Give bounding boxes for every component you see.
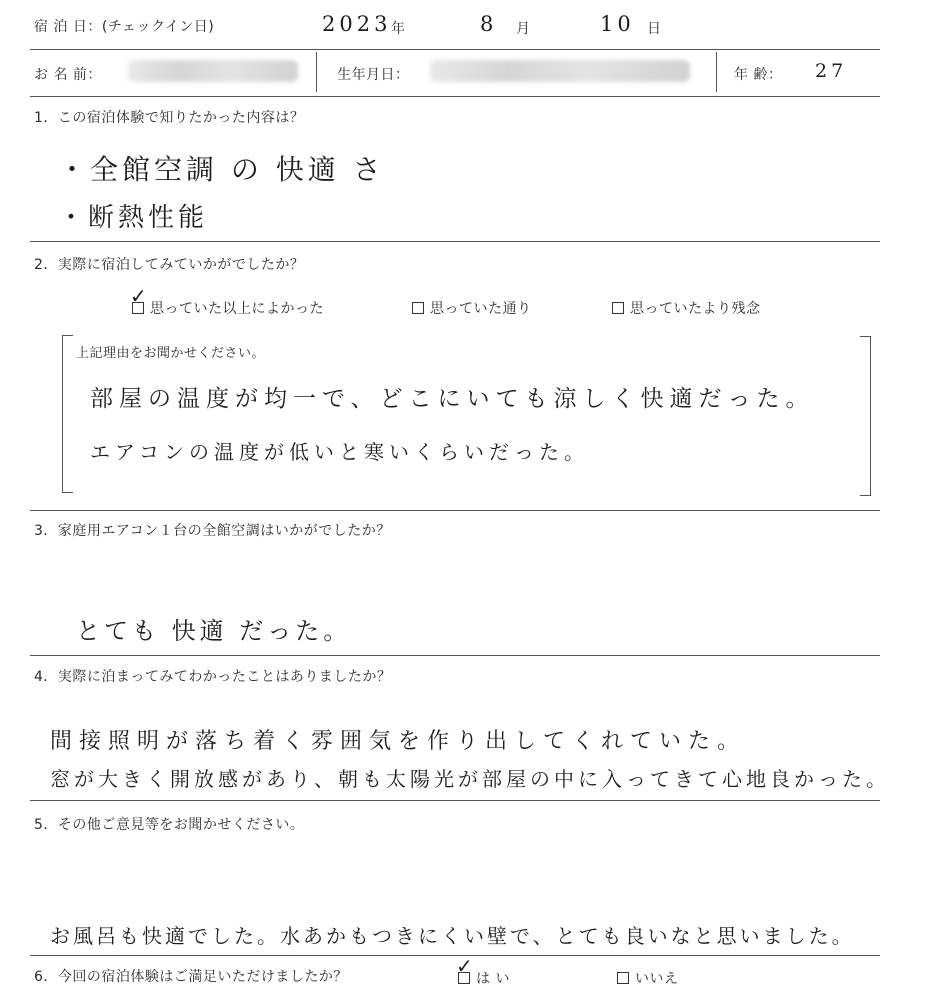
q6-option-yes-label: は い [476, 971, 510, 987]
q2-option-better[interactable] [132, 298, 324, 318]
reason-box-left-bracket [62, 335, 73, 493]
q2-reason-label: 上記理由をお聞かせください。 [76, 346, 266, 361]
divider [30, 96, 880, 97]
q6-option-no[interactable] [617, 968, 679, 988]
q5-question: 5．その他ご意見等をお聞かせください。 [34, 817, 305, 833]
age-value: 27 [815, 60, 848, 82]
year-unit: 年 [391, 21, 406, 37]
divider [30, 655, 880, 656]
q5-answer: お風呂も快適でした。水あかもつきにくい壁で、とても良いなと思いました。 [50, 924, 855, 948]
q2-reason-line-2: エアコンの温度が低いと寒いくらいだった。 [90, 440, 589, 464]
birthdate-label: 生年月日： [337, 67, 410, 83]
name-label: お 名 前： [34, 67, 102, 83]
q1-answer-1: ・全館空調 の 快適 さ [58, 153, 385, 186]
q2-option-worse[interactable] [612, 298, 761, 318]
q4-answer-line-2: 窓が大きく開放感があり、朝も太陽光が部屋の中に入ってきて心地良かった。 [50, 767, 890, 791]
q6-option-no-label: いいえ [635, 971, 679, 987]
stay-month: 8 [480, 12, 498, 36]
divider [316, 52, 317, 92]
reason-box-right-bracket [860, 336, 871, 496]
stay-date-label: 宿 泊 日：(チェックイン日) [34, 19, 215, 35]
birthdate-redacted [430, 60, 690, 82]
checkbox[interactable] [412, 302, 424, 314]
checkbox[interactable] [617, 972, 629, 984]
q1-answer-2: ・断熱性能 [58, 203, 209, 233]
divider [30, 955, 880, 956]
q3-answer: とても 快適 だった。 [76, 617, 352, 645]
divider [30, 241, 880, 242]
divider [30, 800, 880, 801]
day-unit: 日 [647, 21, 662, 37]
q4-answer-line-1: 間接照明が落ち着く雰囲気を作り出してくれていた。 [50, 729, 747, 754]
q3-question: 3．家庭用エアコン１台の全館空調はいかがでしたか？ [34, 523, 391, 539]
q2-reason-line-1: 部屋の温度が均一で、どこにいても涼しく快適だった。 [90, 386, 815, 412]
q2-option-better-label: 思っていた以上によかった [150, 301, 324, 317]
q6-question: 6．今回の宿泊体験はご満足いただけましたか？ [34, 969, 348, 985]
name-redacted [128, 60, 298, 82]
stay-year: 2023 [322, 12, 392, 36]
divider [30, 510, 880, 511]
check-mark-icon: ✓ [456, 954, 473, 978]
q4-question: 4．実際に泊まってみてわかったことはありましたか？ [34, 669, 392, 685]
q2-option-worse-label: 思っていたより残念 [630, 301, 761, 317]
q2-question: 2．実際に宿泊してみていかがでしたか？ [34, 257, 305, 273]
month-unit: 月 [516, 21, 531, 37]
stay-day: 10 [600, 12, 635, 36]
divider [30, 49, 880, 50]
q2-option-expected-label: 思っていた通り [430, 301, 532, 317]
q1-question: 1．この宿泊体験で知りたかった内容は？ [34, 110, 305, 126]
divider [716, 52, 717, 92]
check-mark-icon: ✓ [130, 284, 147, 308]
q2-option-expected[interactable] [412, 298, 532, 318]
age-label: 年 齢： [734, 67, 783, 83]
checkbox[interactable] [612, 302, 624, 314]
